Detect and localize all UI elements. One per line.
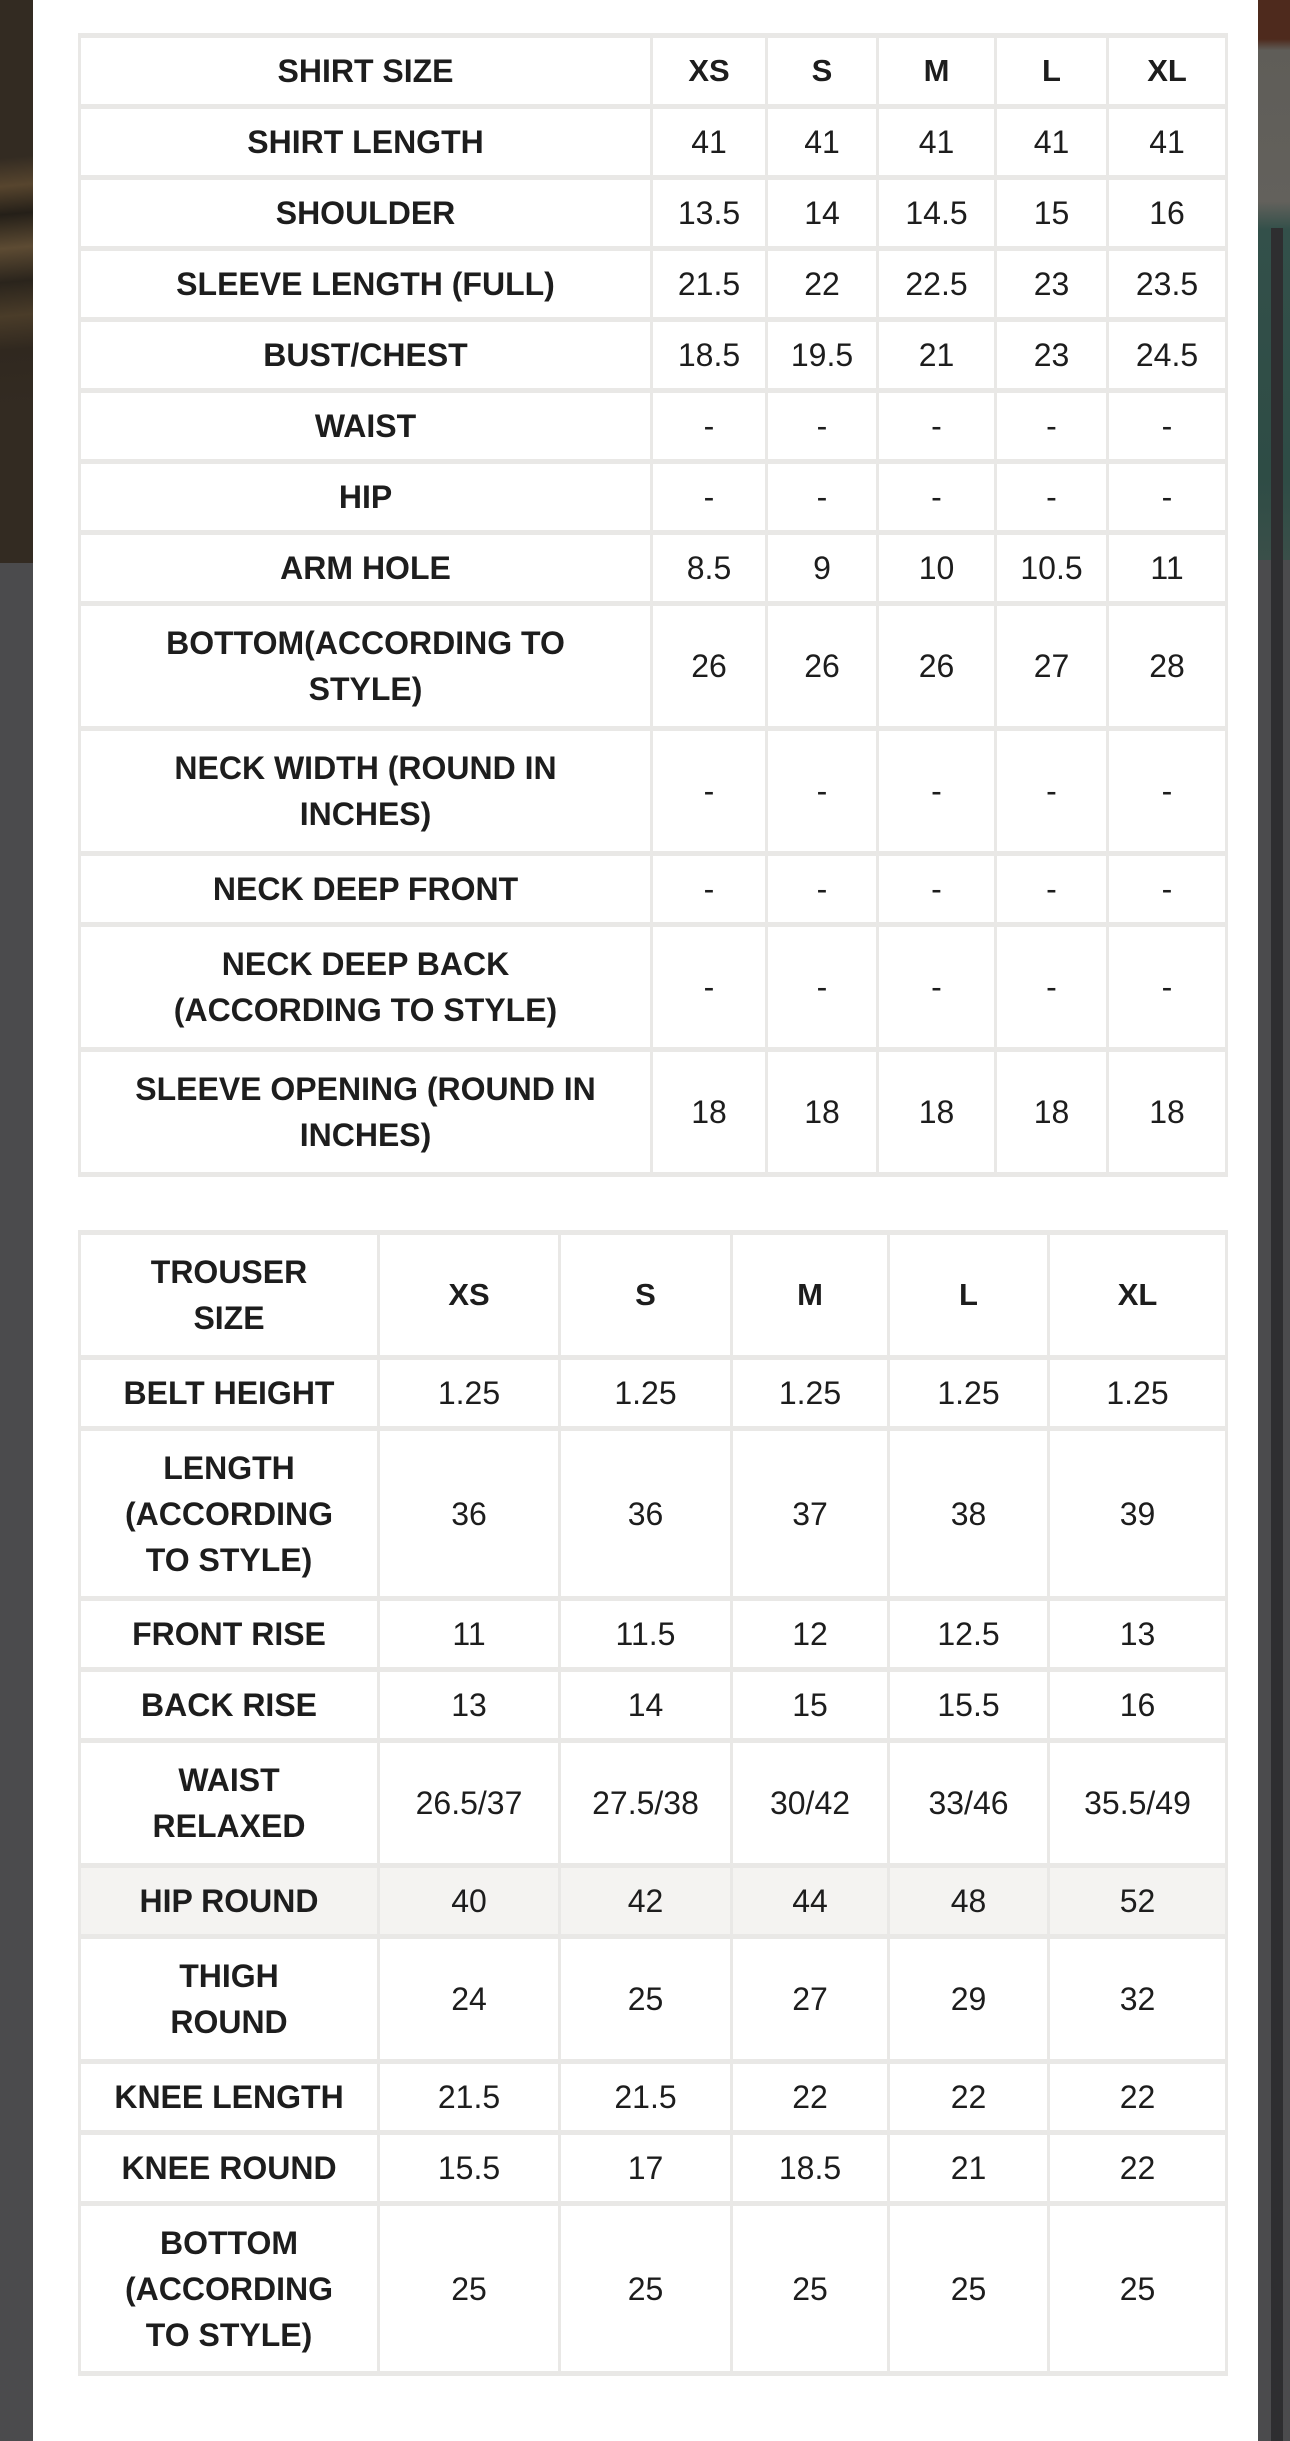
value-cell: 38 [889, 1429, 1049, 1599]
table-row [80, 1866, 1227, 1937]
table-row [80, 729, 1227, 854]
value-cell: 39 [1049, 1429, 1227, 1599]
header-row [80, 36, 1227, 107]
value-cell: 26 [767, 604, 878, 729]
value-cell: 41 [878, 107, 996, 178]
value-cell: - [1108, 854, 1227, 925]
value-cell: 10 [878, 533, 996, 604]
value-cell: 44 [732, 1866, 889, 1937]
value-cell: - [878, 854, 996, 925]
value-cell: - [1108, 729, 1227, 854]
table-row [80, 2133, 1227, 2204]
value-cell: 40 [379, 1866, 560, 1937]
value-cell: 24 [379, 1937, 560, 2062]
label-line: BELT HEIGHT [123, 1375, 335, 1411]
value-cell: 16 [1108, 178, 1227, 249]
value-cell: 21 [878, 320, 996, 391]
row-label-cell [80, 462, 652, 533]
value-cell: - [767, 462, 878, 533]
table-row [80, 1937, 1227, 2062]
table-row [80, 391, 1227, 462]
value-cell: 32 [1049, 1937, 1227, 2062]
value-cell: 22.5 [878, 249, 996, 320]
value-cell: 25 [1049, 2204, 1227, 2374]
label-line: SLEEVE OPENING (ROUND IN [135, 1071, 596, 1107]
value-cell: 15 [732, 1670, 889, 1741]
value-cell: 22 [889, 2062, 1049, 2133]
value-cell: 37 [732, 1429, 889, 1599]
row-label-cell [80, 729, 652, 854]
row-label-cell [80, 2133, 379, 2204]
table-row [80, 107, 1227, 178]
value-cell: 33/46 [889, 1741, 1049, 1866]
row-label-cell [80, 2204, 379, 2374]
value-cell: - [767, 854, 878, 925]
size-column-header: S [560, 1233, 732, 1358]
value-cell: 25 [379, 2204, 560, 2374]
label-line: TROUSER [150, 1254, 308, 1290]
label-line: (ACCORDING [125, 2270, 333, 2307]
value-cell: - [996, 925, 1108, 1050]
label-line: BUST/CHEST [263, 337, 468, 373]
value-cell: 9 [767, 533, 878, 604]
value-cell: - [1108, 391, 1227, 462]
value-cell: 41 [767, 107, 878, 178]
shirt-size-table [78, 33, 1228, 1177]
table-title-cell [80, 1233, 379, 1358]
size-column-header: L [889, 1233, 1049, 1358]
value-cell: 18.5 [732, 2133, 889, 2204]
label-line: LENGTH [163, 1449, 295, 1486]
label-line: BACK RISE [140, 1687, 317, 1723]
label-line: NECK WIDTH (ROUND IN [174, 750, 557, 786]
label-line: BOTTOM(ACCORDING TO [166, 625, 565, 661]
value-cell: 13 [1049, 1599, 1227, 1670]
value-cell: 12 [732, 1599, 889, 1670]
page-backdrop-left[interactable] [0, 0, 33, 2441]
table-row [80, 1358, 1227, 1429]
value-cell: 18.5 [652, 320, 767, 391]
row-label-cell [80, 854, 652, 925]
row-label-cell [80, 1358, 379, 1429]
size-column-header: XL [1049, 1233, 1227, 1358]
table-row [80, 1741, 1227, 1866]
size-column-header: M [732, 1233, 889, 1358]
value-cell: 30/42 [732, 1741, 889, 1866]
row-label-cell [80, 2062, 379, 2133]
value-cell: 1.25 [379, 1358, 560, 1429]
value-cell: 23.5 [1108, 249, 1227, 320]
label-line: HIP ROUND [139, 1883, 319, 1919]
label-line: SHIRT SIZE [277, 53, 454, 89]
table-row [80, 1670, 1227, 1741]
value-cell: 1.25 [889, 1358, 1049, 1429]
value-cell: 22 [732, 2062, 889, 2133]
value-cell: 8.5 [652, 533, 767, 604]
label-line: NECK DEEP BACK [221, 946, 510, 982]
value-cell: 11 [1108, 533, 1227, 604]
value-cell: 14 [767, 178, 878, 249]
row-label-cell [80, 604, 652, 729]
value-cell: 42 [560, 1866, 732, 1937]
value-cell: - [652, 925, 767, 1050]
value-cell: - [767, 391, 878, 462]
value-cell: 27.5/38 [560, 1741, 732, 1866]
row-label-cell [80, 1741, 379, 1866]
table-row [80, 178, 1227, 249]
value-cell: 48 [889, 1866, 1049, 1937]
value-cell: 27 [732, 1937, 889, 2062]
table-row [80, 854, 1227, 925]
value-cell: 26 [652, 604, 767, 729]
value-cell: 25 [889, 2204, 1049, 2374]
page-backdrop-right[interactable] [1258, 0, 1290, 2441]
row-label-cell [80, 925, 652, 1050]
value-cell: 25 [560, 2204, 732, 2374]
value-cell: 23 [996, 320, 1108, 391]
label-line: WAIST [314, 408, 417, 444]
value-cell: 1.25 [1049, 1358, 1227, 1429]
label-line: ARM HOLE [280, 550, 451, 586]
value-cell: 11.5 [560, 1599, 732, 1670]
table-row [80, 249, 1227, 320]
table-row [80, 1599, 1227, 1670]
background-product-photo-left [0, 0, 33, 563]
value-cell: 18 [652, 1050, 767, 1175]
value-cell: - [996, 391, 1108, 462]
value-cell: 19.5 [767, 320, 878, 391]
value-cell: 29 [889, 1937, 1049, 2062]
value-cell: 12.5 [889, 1599, 1049, 1670]
table-row [80, 533, 1227, 604]
value-cell: 18 [1108, 1050, 1227, 1175]
value-cell: - [996, 462, 1108, 533]
table-row [80, 604, 1227, 729]
label-line: STYLE) [308, 671, 423, 707]
label-line: WAIST [178, 1762, 280, 1798]
trouser-size-table [78, 1230, 1228, 2376]
value-cell: 16 [1049, 1670, 1227, 1741]
value-cell: 22 [1049, 2133, 1227, 2204]
value-cell: 17 [560, 2133, 732, 2204]
table-row [80, 320, 1227, 391]
table-row [80, 462, 1227, 533]
label-line: HIP [338, 479, 393, 515]
row-label-cell [80, 1050, 652, 1175]
value-cell: 41 [1108, 107, 1227, 178]
value-cell: 14.5 [878, 178, 996, 249]
value-cell: 25 [560, 1937, 732, 2062]
value-cell: 26 [878, 604, 996, 729]
table-row [80, 1050, 1227, 1175]
label-line: (ACCORDING [125, 1495, 333, 1532]
value-cell: 1.25 [732, 1358, 889, 1429]
row-label-cell [80, 107, 652, 178]
label-line: TO STYLE) [145, 1541, 313, 1578]
size-column-header: L [996, 36, 1108, 107]
value-cell: 28 [1108, 604, 1227, 729]
table-row [80, 925, 1227, 1050]
value-cell: 52 [1049, 1866, 1227, 1937]
value-cell: - [767, 729, 878, 854]
table-row [80, 2062, 1227, 2133]
label-line: SIZE [193, 1300, 265, 1336]
value-cell: - [996, 729, 1108, 854]
value-cell: - [878, 391, 996, 462]
label-line: INCHES) [299, 1117, 432, 1153]
value-cell: - [767, 925, 878, 1050]
value-cell: 35.5/49 [1049, 1741, 1227, 1866]
label-line: KNEE LENGTH [114, 2079, 344, 2115]
header-row [80, 1233, 1227, 1358]
value-cell: 13.5 [652, 178, 767, 249]
row-label-cell [80, 391, 652, 462]
value-cell: 22 [1049, 2062, 1227, 2133]
value-cell: 36 [379, 1429, 560, 1599]
label-line: KNEE ROUND [121, 2150, 337, 2186]
label-line: RELAXED [152, 1808, 306, 1844]
value-cell: - [996, 854, 1108, 925]
value-cell: - [652, 462, 767, 533]
row-label-cell [80, 1599, 379, 1670]
table-title-cell [80, 36, 652, 107]
value-cell: 18 [878, 1050, 996, 1175]
value-cell: 21 [889, 2133, 1049, 2204]
size-column-header: XL [1108, 36, 1227, 107]
value-cell: 14 [560, 1670, 732, 1741]
label-line: INCHES) [299, 796, 432, 832]
label-line: SHOULDER [275, 195, 456, 231]
value-cell: 24.5 [1108, 320, 1227, 391]
scrollbar[interactable] [1271, 228, 1283, 2441]
size-column-header: XS [652, 36, 767, 107]
label-line: SHIRT LENGTH [247, 124, 484, 160]
value-cell: 25 [732, 2204, 889, 2374]
label-line: SLEEVE LENGTH (FULL) [176, 266, 555, 302]
value-cell: - [652, 854, 767, 925]
value-cell: - [878, 729, 996, 854]
value-cell: 41 [652, 107, 767, 178]
table-row [80, 1429, 1227, 1599]
value-cell: - [652, 729, 767, 854]
value-cell: 21.5 [379, 2062, 560, 2133]
row-label-cell [80, 1670, 379, 1741]
value-cell: 18 [996, 1050, 1108, 1175]
value-cell: 36 [560, 1429, 732, 1599]
label-line: THIGH [179, 1958, 279, 1994]
label-line: FRONT RISE [132, 1616, 326, 1652]
label-line: NECK DEEP FRONT [212, 871, 519, 907]
value-cell: 18 [767, 1050, 878, 1175]
row-label-cell [80, 533, 652, 604]
size-column-header: XS [379, 1233, 560, 1358]
label-line: BOTTOM [159, 2224, 299, 2261]
table-row [80, 2204, 1227, 2374]
size-column-header: M [878, 36, 996, 107]
row-label-cell [80, 1866, 379, 1937]
row-label-cell [80, 320, 652, 391]
value-cell: 15.5 [379, 2133, 560, 2204]
row-label-cell [80, 249, 652, 320]
row-label-cell [80, 1429, 379, 1599]
value-cell: - [878, 462, 996, 533]
value-cell: - [652, 391, 767, 462]
value-cell: - [1108, 925, 1227, 1050]
label-line: ROUND [170, 2004, 288, 2040]
value-cell: 15 [996, 178, 1108, 249]
value-cell: 21.5 [652, 249, 767, 320]
value-cell: 10.5 [996, 533, 1108, 604]
value-cell: 15.5 [889, 1670, 1049, 1741]
size-chart-panel [33, 0, 1258, 2441]
row-label-cell [80, 178, 652, 249]
value-cell: - [1108, 462, 1227, 533]
value-cell: 11 [379, 1599, 560, 1670]
value-cell: 26.5/37 [379, 1741, 560, 1866]
row-label-cell [80, 1937, 379, 2062]
value-cell: 1.25 [560, 1358, 732, 1429]
value-cell: 22 [767, 249, 878, 320]
size-column-header: S [767, 36, 878, 107]
value-cell: 13 [379, 1670, 560, 1741]
value-cell: 27 [996, 604, 1108, 729]
value-cell: 41 [996, 107, 1108, 178]
value-cell: 23 [996, 249, 1108, 320]
value-cell: 21.5 [560, 2062, 732, 2133]
value-cell: - [878, 925, 996, 1050]
label-line: (ACCORDING TO STYLE) [173, 992, 558, 1028]
label-line: TO STYLE) [145, 2316, 313, 2353]
